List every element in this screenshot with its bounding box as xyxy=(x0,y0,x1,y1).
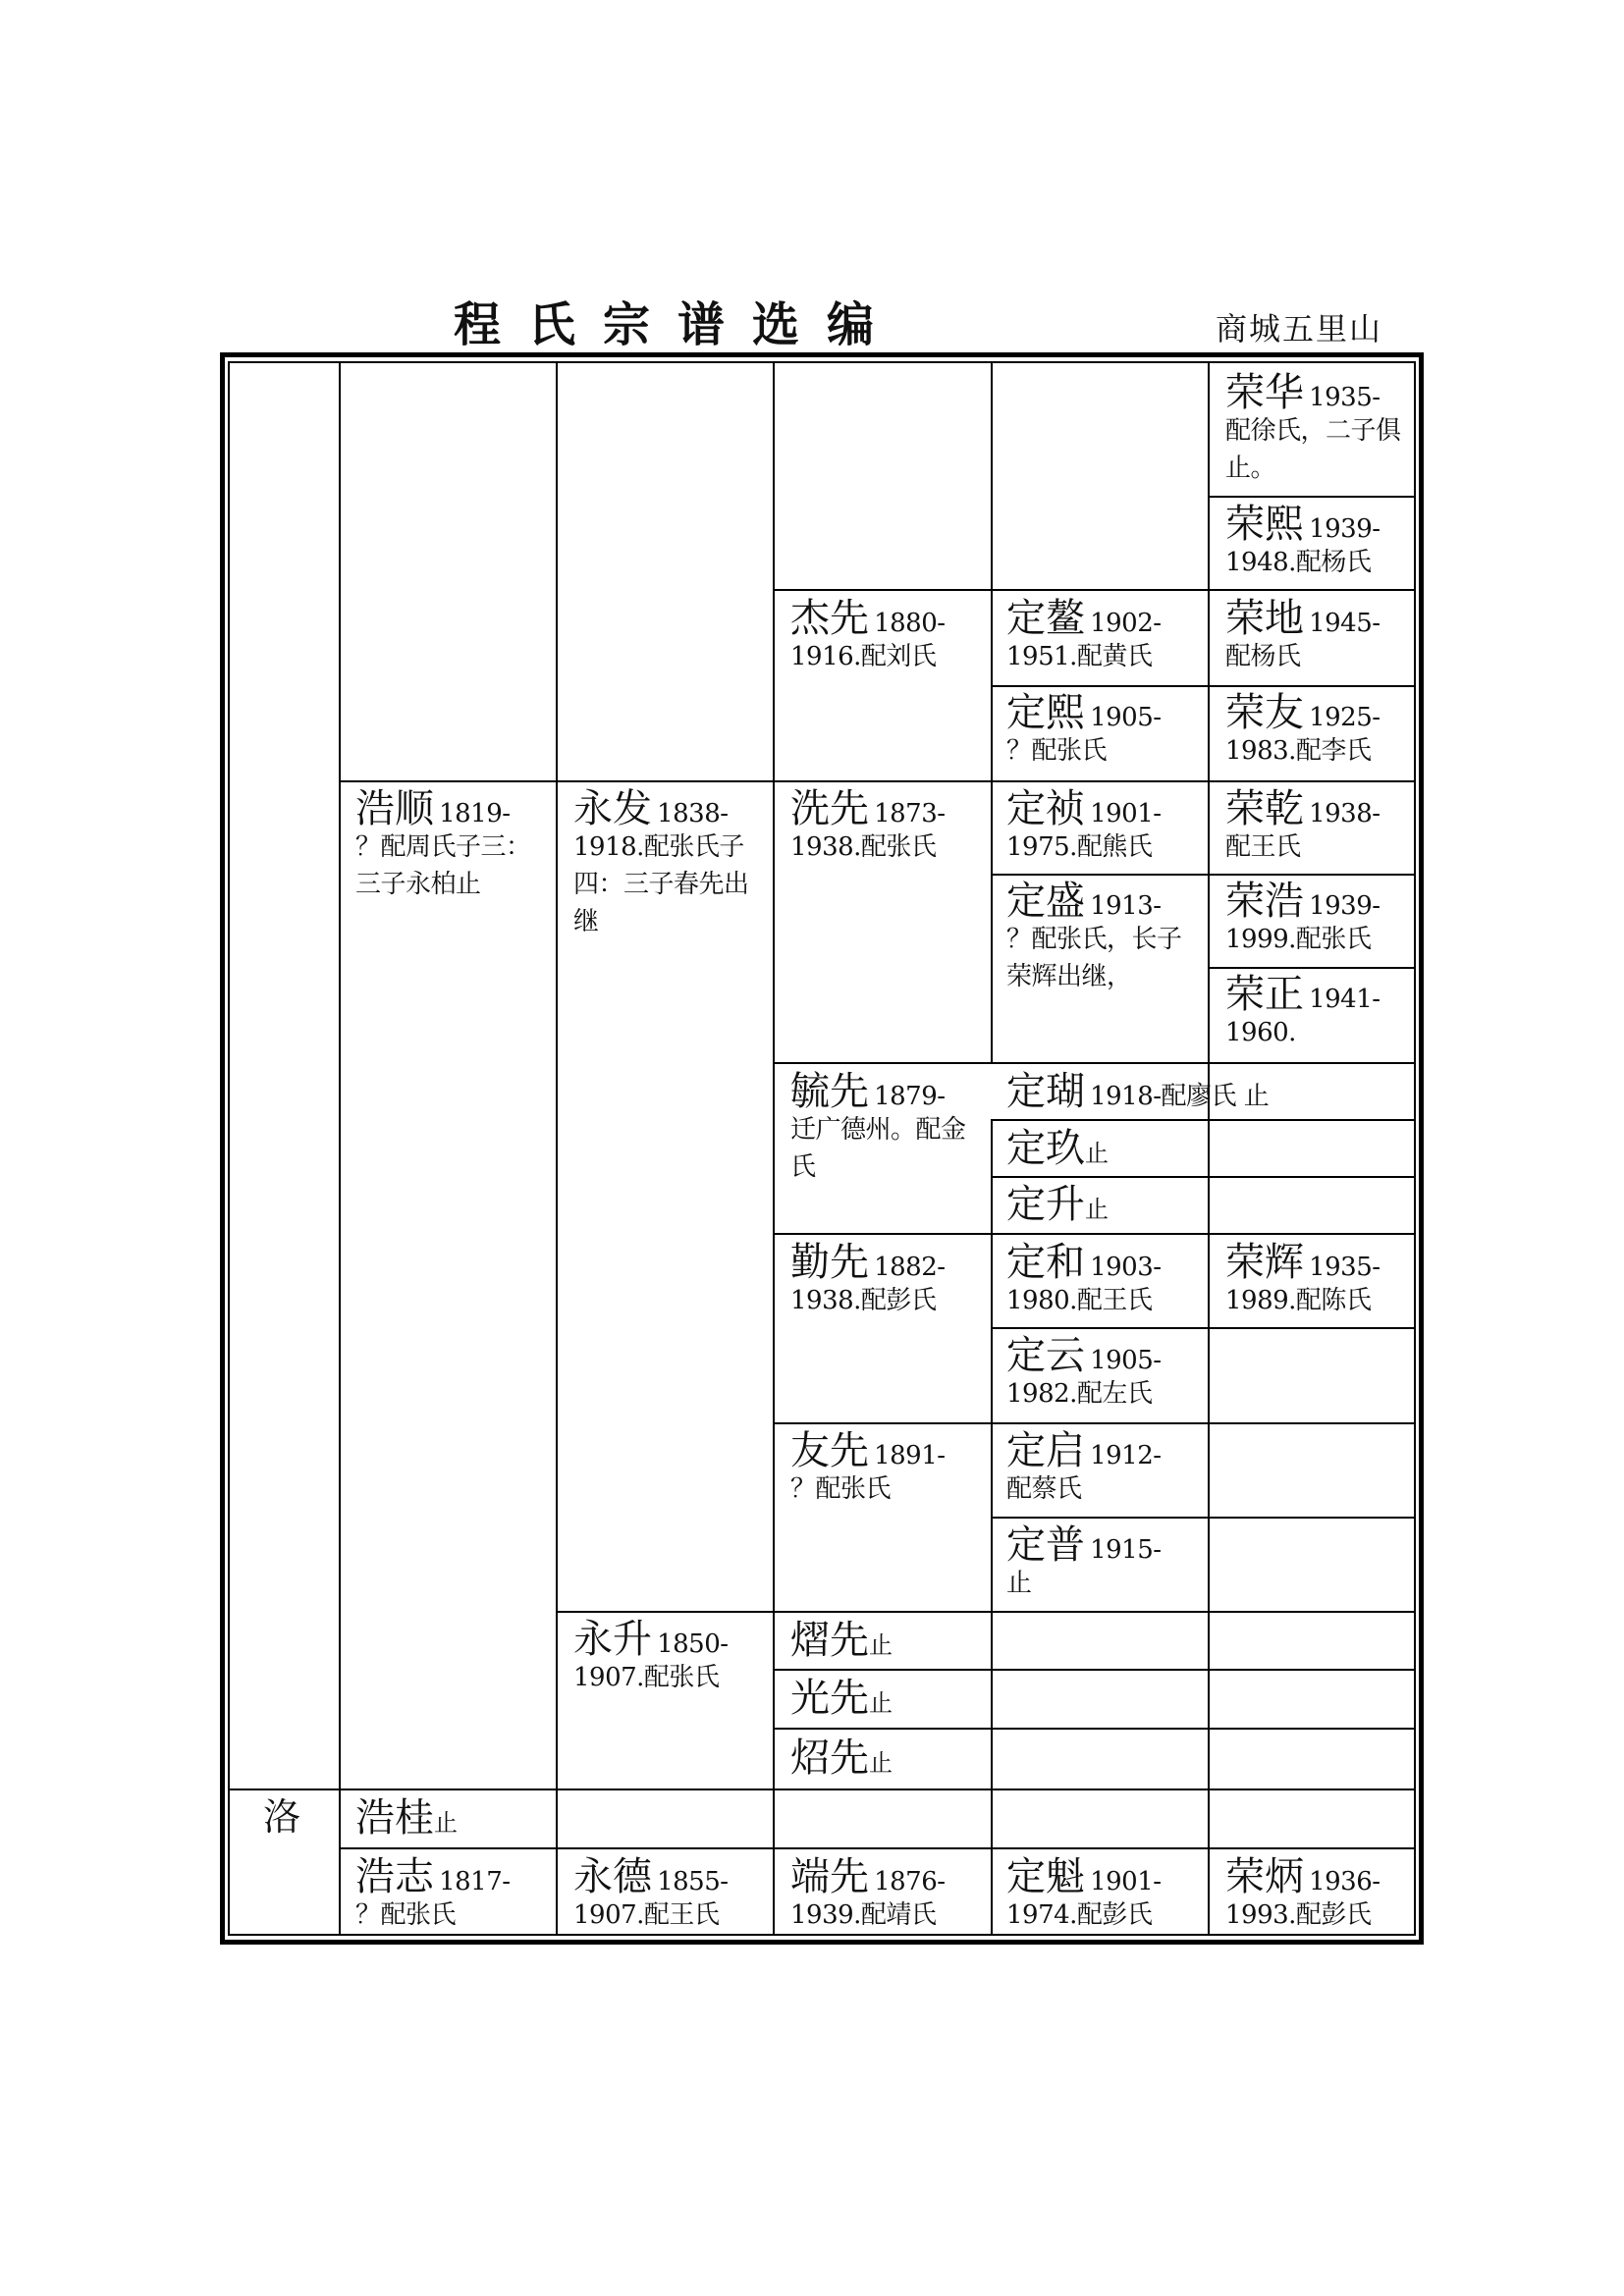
person-dates: 1817- xyxy=(439,1867,511,1896)
person-dates: 1879- xyxy=(874,1082,946,1111)
person-dates: 1876- xyxy=(874,1867,946,1896)
person-dates: 1935- xyxy=(1309,383,1380,412)
entry-dingyun xyxy=(1006,1333,1203,1413)
person-name: 定启 xyxy=(1006,1428,1085,1473)
end-mark: 止 xyxy=(1085,1140,1109,1167)
row-line-b xyxy=(773,589,1416,591)
person-name: 永升 xyxy=(573,1617,652,1662)
person-dates: 1913- xyxy=(1090,891,1162,921)
person-name: 熠先 xyxy=(790,1618,869,1663)
person-name: 毓先 xyxy=(790,1069,869,1114)
end-mark: 止 xyxy=(434,1809,458,1837)
person-name: 端先 xyxy=(790,1854,869,1899)
entry-guangxian xyxy=(790,1676,987,1721)
person-name: 荣炳 xyxy=(1225,1854,1304,1899)
entry-ronghui xyxy=(1225,1240,1412,1319)
person-dates: 1918-配廖氏 止 xyxy=(1090,1082,1270,1111)
person-dates: 1912- xyxy=(1090,1441,1162,1470)
person-dates: 1902- xyxy=(1090,609,1162,638)
person-note: 1948.配杨氏 xyxy=(1225,548,1372,577)
person-note: ？配周氏子三：三子永柏止 xyxy=(355,832,531,899)
entry-yongsheng xyxy=(573,1617,770,1696)
person-dates: 1945- xyxy=(1309,609,1380,638)
row-line-l xyxy=(773,1422,1416,1424)
entry-haoshun xyxy=(355,786,552,903)
inner-border-left xyxy=(228,361,230,1936)
inner-border-top xyxy=(228,361,1416,363)
person-name: 永德 xyxy=(573,1854,652,1899)
end-mark: 止 xyxy=(1085,1196,1109,1223)
entry-youxian xyxy=(790,1428,987,1508)
person-dates: 1939- xyxy=(1309,891,1380,921)
entry-yongde xyxy=(573,1854,770,1934)
person-dates: 1850- xyxy=(657,1629,729,1659)
person-note: 1918.配张氏子四：三子春先出继 xyxy=(573,832,749,936)
entry-dingsheng2 xyxy=(1006,1182,1203,1227)
end-mark: 止 xyxy=(869,1749,893,1777)
person-name: 定熙 xyxy=(1006,690,1085,735)
entry-dingkui xyxy=(1006,1854,1203,1934)
person-dates: 1938- xyxy=(1309,799,1380,828)
person-name: 定和 xyxy=(1006,1240,1085,1285)
page-subtitle: 商城五里山 xyxy=(1216,310,1383,347)
row-line-o xyxy=(773,1669,1416,1671)
entry-haozhi xyxy=(355,1854,552,1934)
person-note: ？配张氏 xyxy=(1006,736,1108,766)
person-name: 定鳌 xyxy=(1006,596,1085,641)
col-line-5 xyxy=(1208,361,1210,1936)
entry-rongqian xyxy=(1225,786,1412,866)
entry-dingxi xyxy=(1006,690,1203,770)
row-line-h xyxy=(991,1119,1416,1121)
person-name: 荣辉 xyxy=(1225,1240,1304,1285)
inner-border-bottom xyxy=(228,1934,1416,1936)
person-dates: 1873- xyxy=(874,799,946,828)
person-note: 1982.配左氏 xyxy=(1006,1379,1153,1409)
entry-dingsheng xyxy=(1006,881,1203,995)
person-note: 配王氏 xyxy=(1225,832,1301,862)
person-name: 勤先 xyxy=(790,1240,869,1285)
person-name: 定云 xyxy=(1006,1333,1085,1378)
person-dates: 1915- xyxy=(1090,1535,1162,1565)
entry-yongfa xyxy=(573,786,770,940)
person-name: 荣浩 xyxy=(1225,879,1304,924)
person-note: 止 xyxy=(1006,1569,1032,1598)
col-line-3 xyxy=(773,361,775,1936)
entry-dingzhen xyxy=(1006,786,1203,866)
person-name: 荣乾 xyxy=(1225,786,1304,831)
row-line-j xyxy=(773,1233,1416,1235)
person-name: 定玖 xyxy=(1006,1126,1085,1171)
person-note: 1993.配彭氏 xyxy=(1225,1900,1372,1930)
entry-qinxian xyxy=(790,1240,987,1319)
row-line-f xyxy=(1208,967,1416,969)
entry-ronghua xyxy=(1225,370,1412,487)
person-dates: 1838- xyxy=(657,799,729,828)
person-name: 杰先 xyxy=(790,596,869,641)
row-line-p xyxy=(773,1728,1416,1730)
person-dates: 1901- xyxy=(1090,1867,1162,1896)
person-name: 友先 xyxy=(790,1428,869,1473)
person-note: 配杨氏 xyxy=(1225,642,1301,671)
row-line-k xyxy=(991,1327,1416,1329)
person-dates: 1882- xyxy=(874,1253,946,1282)
row-line-g xyxy=(773,1062,1416,1064)
person-name: 定普 xyxy=(1006,1522,1085,1568)
col-line-2 xyxy=(556,361,558,1936)
person-name: 浩顺 xyxy=(355,786,434,831)
person-note: 1999.配张氏 xyxy=(1225,925,1372,954)
row-line-m xyxy=(991,1517,1416,1519)
person-name: 洛 xyxy=(263,1795,301,1839)
end-mark: 止 xyxy=(869,1689,893,1717)
person-note: 1980.配王氏 xyxy=(1006,1286,1153,1315)
person-note: 1938.配张氏 xyxy=(790,832,937,862)
person-dates: 1905- xyxy=(1090,1346,1162,1375)
person-dates: 1891- xyxy=(874,1441,946,1470)
entry-jiexian xyxy=(790,596,987,675)
inner-border-right xyxy=(1414,361,1416,1936)
person-dates: 1855- xyxy=(657,1867,729,1896)
person-note: 迁广德州。配金氏 xyxy=(790,1115,966,1182)
person-note: 1916.配刘氏 xyxy=(790,642,937,671)
person-dates: 1880- xyxy=(874,609,946,638)
person-note: 配徐氏，二子俱止。 xyxy=(1225,416,1401,483)
person-note: ？配张氏，长子荣辉出继， xyxy=(1006,925,1182,991)
entry-dingqi xyxy=(1006,1428,1203,1508)
person-dates: 1819- xyxy=(439,799,511,828)
entry-ronghao xyxy=(1225,881,1412,958)
person-note: 1938.配彭氏 xyxy=(790,1286,937,1315)
row-line-a xyxy=(1208,496,1416,498)
person-note: 1975.配熊氏 xyxy=(1006,832,1153,862)
person-name: 洗先 xyxy=(790,786,869,831)
person-dates: 1941- xyxy=(1309,985,1380,1014)
entry-xixian2 xyxy=(790,1618,987,1663)
entry-dingjiu xyxy=(1006,1126,1203,1171)
col-line-4a xyxy=(991,361,993,1064)
person-note: 1974.配彭氏 xyxy=(1006,1900,1153,1930)
person-note: 1907.配王氏 xyxy=(573,1900,720,1930)
person-note: ？配张氏 xyxy=(790,1474,892,1504)
row-line-r xyxy=(339,1847,1416,1849)
person-dates: 1936- xyxy=(1309,1867,1380,1896)
person-name: 定盛 xyxy=(1006,879,1085,924)
col-line-1 xyxy=(339,361,341,1936)
person-name: 荣地 xyxy=(1225,596,1304,641)
person-dates: 1925- xyxy=(1309,703,1380,732)
person-name: 荣熙 xyxy=(1225,502,1304,547)
entry-dingao xyxy=(1006,596,1203,675)
person-dates: 1905- xyxy=(1090,703,1162,732)
person-name: 定魁 xyxy=(1006,1854,1085,1899)
person-note: 1907.配张氏 xyxy=(573,1663,720,1692)
row-line-d xyxy=(339,780,1416,782)
person-note: ？配张氏 xyxy=(355,1900,457,1930)
entry-dingpu xyxy=(1006,1522,1203,1602)
row-line-c xyxy=(991,685,1416,687)
entry-rongdi xyxy=(1225,596,1412,675)
person-dates: 1935- xyxy=(1309,1253,1380,1282)
person-name: 浩志 xyxy=(355,1854,434,1899)
person-name: 定祯 xyxy=(1006,786,1085,831)
entry-zhaoxian xyxy=(790,1735,987,1781)
person-dates: 1939- xyxy=(1309,514,1380,544)
person-name: 浩桂 xyxy=(355,1795,434,1841)
entry-rongzheng xyxy=(1225,972,1412,1051)
person-name: 定瑚 xyxy=(1006,1069,1085,1114)
row-line-i xyxy=(991,1176,1416,1178)
person-name: 荣友 xyxy=(1225,690,1304,735)
person-note: 1951.配黄氏 xyxy=(1006,642,1153,671)
entry-xixian xyxy=(790,786,987,866)
person-note: 1983.配李氏 xyxy=(1225,736,1372,766)
person-name: 荣正 xyxy=(1225,972,1304,1017)
row-line-q xyxy=(228,1789,1416,1790)
person-name: 永发 xyxy=(573,786,652,831)
person-note: 配蔡氏 xyxy=(1006,1474,1082,1504)
end-mark: 止 xyxy=(869,1631,893,1659)
col-line-4b xyxy=(991,1119,993,1936)
person-note: 1939.配靖氏 xyxy=(790,1900,937,1930)
entry-rongyou xyxy=(1225,690,1412,770)
person-name: 定升 xyxy=(1006,1182,1085,1227)
entry-yuxian xyxy=(790,1069,967,1186)
entry-dinghe xyxy=(1006,1240,1203,1319)
entry-rongbing xyxy=(1225,1854,1412,1934)
entry-duanxian xyxy=(790,1854,987,1934)
person-name: 炤先 xyxy=(790,1735,869,1781)
person-name: 光先 xyxy=(790,1676,869,1721)
entry-rongxi xyxy=(1225,502,1412,581)
entry-luo xyxy=(263,1795,301,1839)
entry-haogui xyxy=(355,1795,552,1841)
person-dates: 1901- xyxy=(1090,799,1162,828)
person-note: 1960. xyxy=(1225,1018,1296,1047)
entry-dinghu xyxy=(1006,1069,1409,1114)
row-line-e xyxy=(991,874,1416,876)
person-dates: 1903- xyxy=(1090,1253,1162,1282)
person-note: 1989.配陈氏 xyxy=(1225,1286,1372,1315)
person-name: 荣华 xyxy=(1225,370,1304,415)
row-line-n xyxy=(556,1611,1416,1613)
page-title: 程氏宗谱选编 xyxy=(453,297,901,352)
